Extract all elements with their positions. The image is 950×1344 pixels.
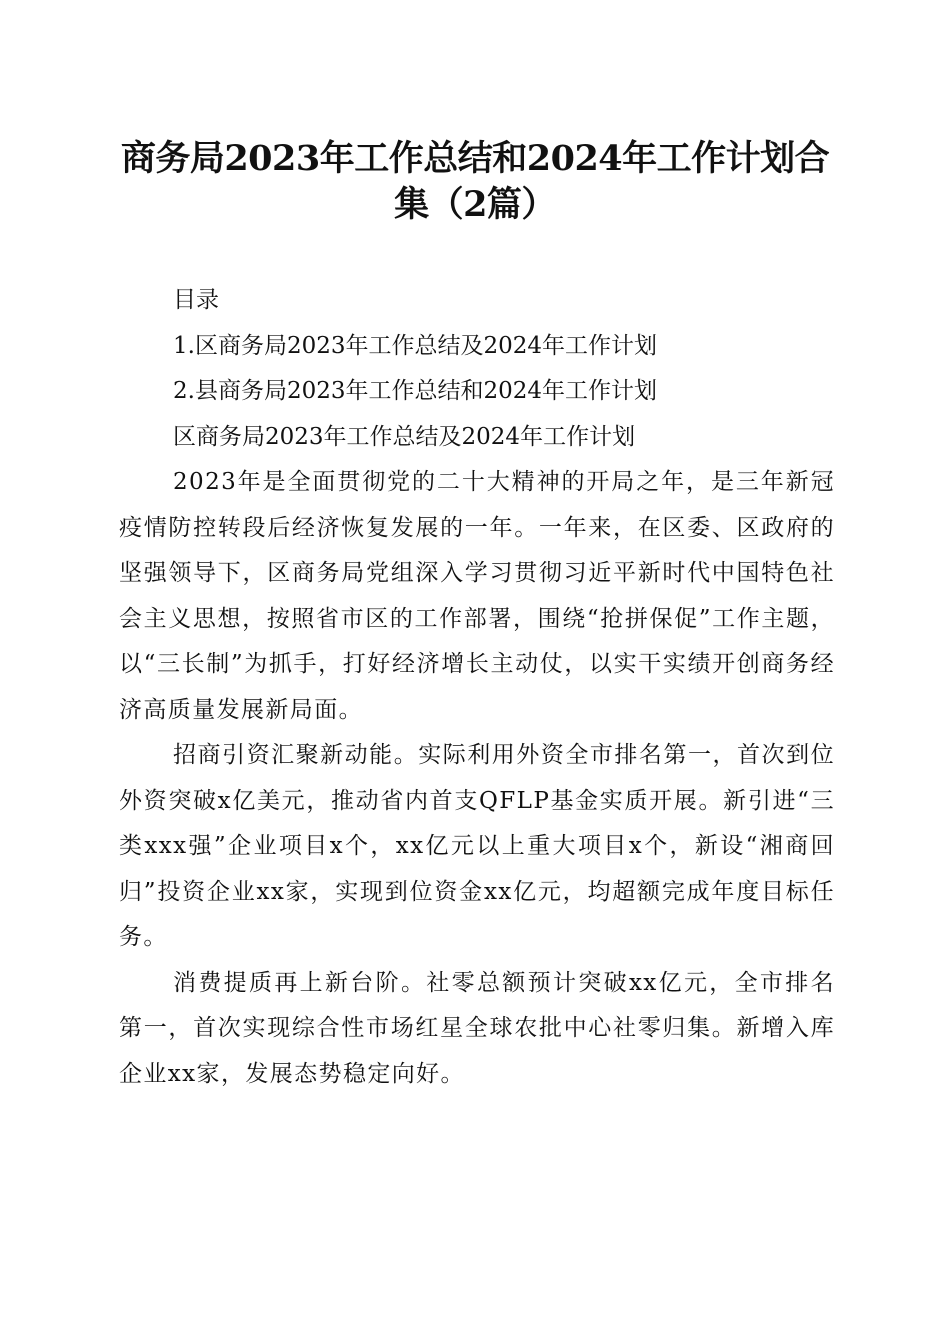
toc-heading: 目录 [173,287,219,313]
section-heading: 区商务局2023年工作总结及2024年工作计划 [173,423,636,450]
toc-item-1: 1.区商务局2023年工作总结及2024年工作计划 [173,332,658,359]
paragraph-consumption: 消费提质再上新台阶。社零总额预计突破xx亿元，全市排名第一，首次实现综合性市场红星全球农批中心社零归集。新增入库企业xx家，发展态势稳定向好。 [119,969,835,1087]
document-title-line-2: 集（2篇） [394,184,556,225]
document-title [110,136,840,228]
document-body [119,278,835,1097]
paragraph-intro: 2023年是全面贯彻党的二十大精神的开局之年，是三年新冠疫情防控转段后经济恢复发展的一年。一年来，在区委、区政府的坚强领导下，区商务局党组深入学习贯彻习近平新时代中国特色社会主义思想，按照省市区的工作部署，围绕“抢拼保促”工作主题，以“三长制”为抓手，打好经济增长主动仗，以实干实绩开创商务经济高质量发展新局面。 [119,469,835,723]
paragraph-investment: 招商引资汇聚新动能。实际利用外资全市排名第一，首次到位外资突破x亿美元，推动省内首支QFLP基金实质开展。新引进“三类xxx强”企业项目x个，xx亿元以上重大项目x个，新设“湘商回归”投资企业xx家，实现到位资金xx亿元，均超额完成年度目标任务。 [119,742,835,950]
document-title-line-1: 商务局2023年工作总结和2024年工作计划合 [120,138,830,179]
toc-item-2: 2.县商务局2023年工作总结和2024年工作计划 [173,378,658,404]
